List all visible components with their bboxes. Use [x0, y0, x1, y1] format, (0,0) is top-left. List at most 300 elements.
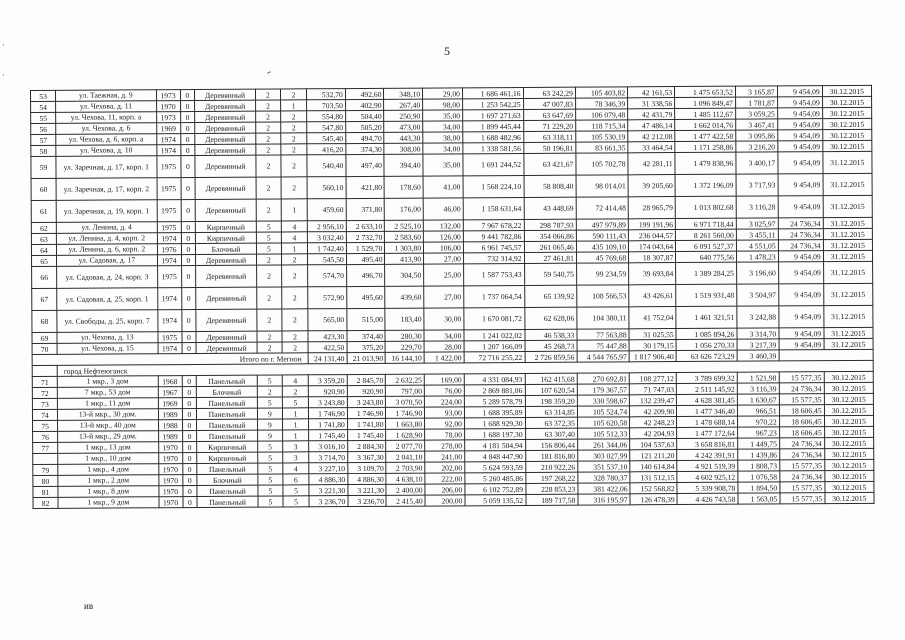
cell-budget-ao-share: 99 234,59 [576, 263, 628, 285]
cell-total-area: 3 359,20 [308, 375, 347, 386]
cell-address: 1 мкр., 3 дом [57, 376, 157, 388]
cell-owners-share: 1 478 688,14 [677, 416, 738, 427]
cell-limit-cost-per-sqm: 24 736,34 [778, 218, 823, 229]
cell-total-area: 545,50 [308, 254, 347, 265]
cell-fund-share: 197 268,22 [525, 472, 577, 483]
cell-local-budget-share: 42 248,23 [630, 417, 677, 428]
cell-total-area: 703,50 [307, 100, 346, 111]
cell-floors: 5 [256, 221, 281, 232]
cell-residents: 41,00 [423, 176, 463, 198]
cell-owners-share: 1 477 172,64 [677, 427, 738, 438]
cell-year-reconstructed: 0 [181, 177, 196, 199]
cell-local-budget-share: 18 307,87 [629, 252, 676, 263]
cell-owners-share: 1 475 653,52 [675, 86, 736, 97]
cell-cost-per-sqm: 1 449,75 [737, 438, 779, 449]
cell-row-number: 61 [31, 200, 56, 222]
cell-total-area: 574,70 [308, 265, 347, 287]
cell-owners-share: 4 426 743,58 [677, 493, 738, 504]
cell-residential-area: 496,70 [346, 264, 385, 286]
subtotal-local-budget-share: 1 817 906,40 [629, 351, 676, 362]
cell-deadline: 31.12.2015 [823, 283, 872, 305]
cell-floors: 2 [256, 133, 281, 144]
cell-year-built: 1974 [156, 145, 180, 156]
cell-row-number: 69 [32, 332, 57, 343]
cell-floors: 2 [256, 122, 281, 133]
cell-year-reconstructed: 0 [182, 452, 197, 463]
cell-entrances: 1 [281, 243, 307, 254]
cell-fund-share: 45 268,73 [525, 340, 577, 351]
cell-residents: 38,00 [423, 132, 463, 143]
cell-deadline: 30.12.2015 [822, 118, 871, 129]
subtotal-residents: 1 422,00 [424, 352, 464, 363]
cell-year-built: 1975 [157, 200, 181, 222]
cell-private-area: 2 400,00 [386, 484, 425, 495]
cell-year-reconstructed: 0 [181, 287, 196, 309]
cell-row-number: 72 [32, 387, 57, 398]
cell-address: 13-й мкр., 40 дом [58, 420, 158, 432]
cell-row-number [33, 453, 58, 464]
cell-private-area: 1 303,80 [385, 242, 424, 253]
cell-owners-share: 640 775,56 [676, 251, 737, 262]
cell-address: 13-й мкр., 29 дом. [58, 431, 158, 443]
cell-deadline: 30.12.2015 [822, 140, 871, 151]
cell-year-reconstructed: 0 [181, 309, 196, 331]
cell-address: ул. Чехова, д. 13 [57, 332, 157, 344]
cell-year-built: 1974 [156, 134, 180, 145]
cell-wall-material: Деревянный [196, 309, 257, 331]
cell-residents: 29,00 [423, 88, 463, 99]
cell-fund-share: 181 816,80 [525, 450, 577, 461]
cell-residents: 98,00 [423, 99, 463, 110]
cell-private-area: 2 525,10 [385, 220, 424, 231]
cell-owners-share: 1 479 838,96 [675, 152, 736, 174]
cell-limit-cost-per-sqm: 24 736,34 [780, 471, 825, 482]
cell-local-budget-share: 31 338,56 [628, 98, 675, 109]
cell-address: ул. Ленина, д. 4, корп. 2 [56, 233, 156, 245]
cell-floors: 2 [255, 89, 280, 100]
cell-budget-ao-share: 105 524,74 [577, 406, 629, 417]
cell-total-area: 3 016,10 [309, 441, 348, 452]
cell-private-area: 178,60 [384, 176, 423, 198]
cell-limit-cost-per-sqm: 9 454,09 [777, 130, 822, 141]
cell-cost-per-sqm: 3 467,41 [736, 119, 778, 130]
city-header: город Нефтеюганск [57, 360, 873, 376]
cell-private-area: 3 070,50 [386, 396, 425, 407]
cell-fund-share: 63 372,35 [525, 417, 577, 428]
cell-residential-area: 371,80 [346, 198, 385, 220]
cell-private-area: 473,00 [384, 121, 423, 132]
cell-residents: 278,00 [425, 440, 465, 451]
cell-fund-share: 228 853,23 [525, 483, 577, 494]
cell-deadline: 31.12.2015 [823, 195, 872, 217]
cell-residential-area: 374,30 [346, 143, 385, 154]
cell-cost-per-sqm: 3 165,87 [735, 86, 777, 97]
cell-year-reconstructed: 0 [182, 331, 197, 342]
cell-cost-per-sqm: 4 551,05 [736, 240, 778, 251]
cell-entrances: 1 [282, 419, 308, 430]
cell-owners-share: 6 971 718,44 [675, 218, 736, 229]
cell-private-area: 2 415,40 [386, 495, 425, 506]
cell-residential-area: 374,40 [347, 330, 386, 341]
cell-row-number: 56 [31, 123, 56, 134]
cell-wall-material: Блочный [197, 386, 258, 397]
cell-limit-cost-per-sqm: 24 736,34 [778, 240, 823, 251]
cell-residents: 106,00 [424, 242, 464, 253]
cell-wall-material: Панельный [197, 463, 258, 474]
cell-floors: 2 [256, 199, 281, 221]
subtotal-budget-ao-share: 4 544 765,97 [577, 351, 629, 362]
cell-total-area: 416,20 [307, 144, 346, 155]
cell-row-number: 68 [32, 310, 57, 332]
cell-private-area: 348,10 [384, 88, 423, 99]
cell-local-budget-share: 31 025,55 [629, 329, 676, 340]
cell-row-number: 74 [32, 409, 57, 420]
cell-total-area: 3 032,40 [307, 232, 346, 243]
cell-limit-cost-per-sqm: 24 736,34 [779, 438, 824, 449]
cell-residents: 28,00 [424, 341, 464, 352]
cell-fund-share: 63 318,11 [523, 131, 575, 142]
cell-fund-share: 156 806,44 [525, 439, 577, 450]
cell-deadline: 31.12.2015 [824, 338, 873, 349]
cell-cost-per-sqm: 967,23 [737, 427, 779, 438]
cell-cost-per-sqm: 1 439,86 [738, 449, 780, 460]
cell-limit-cost-per-sqm: 24 736,34 [779, 383, 824, 394]
cell-owners-share: 1 389 284,25 [676, 262, 737, 284]
cell-residential-area: 2 845,70 [347, 374, 386, 385]
cell-entrances: 2 [281, 122, 307, 133]
cell-budget-ao-share: 316 195,97 [578, 494, 630, 505]
cell-total-cost: 4 181 504,94 [465, 439, 526, 450]
cell-year-built: 1969 [156, 123, 180, 134]
cell-wall-material: Панельный [197, 408, 258, 419]
cell-residential-area: 505,20 [345, 121, 384, 132]
cell-fund-share: 189 717,58 [526, 494, 578, 505]
cell-row-number: 59 [31, 156, 56, 178]
cell-year-reconstructed: 0 [182, 419, 197, 430]
cell-private-area: 2 703,90 [386, 462, 425, 473]
cell-total-cost: 6 102 752,89 [465, 483, 526, 494]
cell-address: 1 мкр., 2 дом [58, 475, 158, 487]
cell-year-reconstructed: 0 [180, 122, 195, 133]
cell-address: ул. Заречная, д. 17, корп. 2 [56, 178, 157, 201]
cell-fund-share: 107 620,54 [525, 384, 577, 395]
cell-total-cost: 5 059 135,52 [465, 494, 526, 505]
cell-local-budget-share: 42 431,79 [628, 109, 675, 120]
cell-total-cost: 7 967 678,22 [463, 219, 524, 230]
cell-address: 1 мкр., 9 дом [58, 497, 158, 509]
cell-fund-share: 162 415,68 [525, 373, 577, 384]
cell-owners-share: 1 477 422,58 [675, 130, 736, 141]
cell-total-cost: 1 691 244,52 [463, 153, 524, 175]
cell-address: 7 мкр., 53 дом [57, 387, 157, 399]
cell-deadline: 30.12.2015 [824, 393, 873, 404]
subtotal-empty [779, 349, 873, 361]
cell-budget-ao-share: 435 109,10 [576, 241, 628, 252]
cell-budget-ao-share: 105 403,82 [575, 87, 627, 98]
cell-entrances: 2 [281, 254, 307, 265]
cell-address: 1 мкр., 11 дом [57, 398, 157, 410]
cell-budget-ao-share: 106 079,48 [575, 109, 627, 120]
cell-residential-area: 2 633,10 [346, 220, 385, 231]
cell-private-area: 308,00 [384, 143, 423, 154]
cell-row-number: 57 [31, 134, 56, 145]
page-number: 5 [444, 44, 450, 58]
cell-private-area: 1 663,80 [386, 418, 425, 429]
cell-cost-per-sqm: 1 630,67 [737, 394, 779, 405]
cell-year-reconstructed: 0 [182, 342, 197, 353]
cell-cost-per-sqm: 3 242,88 [737, 306, 779, 328]
cell-year-built: 1970 [158, 453, 182, 464]
cell-address: 13-й мкр., 30 дом. [58, 409, 158, 421]
cell-owners-share: 1 485 112,67 [675, 108, 736, 119]
cell-wall-material: Деревянный [195, 177, 256, 199]
cell-deadline: 30.12.2015 [822, 85, 871, 96]
cell-owners-share: 1 085 894,26 [676, 328, 737, 339]
cell-deadline: 30.12.2015 [825, 492, 874, 503]
cell-row-number: 55 [31, 112, 56, 123]
cell-limit-cost-per-sqm: 15 577,35 [779, 372, 824, 383]
cell-budget-ao-share: 45 769,68 [576, 252, 628, 263]
cell-residential-area: 402,90 [345, 99, 384, 110]
cell-total-area: 3 243,80 [308, 397, 347, 408]
cell-total-cost: 4 331 084,93 [464, 373, 525, 384]
cell-row-number: 73 [32, 398, 57, 409]
cell-year-built: 1974 [157, 310, 181, 332]
cell-entrances: 2 [282, 386, 308, 397]
cell-residential-area: 497,40 [346, 154, 385, 176]
cell-private-area: 183,40 [385, 308, 424, 330]
cell-private-area: 1 746,90 [386, 407, 425, 418]
cell-deadline: 30.12.2015 [825, 481, 874, 492]
cell-fund-share: 63 421,67 [523, 153, 575, 175]
cell-wall-material: Деревянный [195, 100, 256, 111]
cell-residents: 27,00 [424, 286, 464, 308]
cell-wall-material: Панельный [197, 419, 258, 430]
cell-total-area: 1 742,40 [308, 243, 347, 254]
cell-floors: 5 [258, 452, 283, 463]
cell-cost-per-sqm: 1 521,98 [737, 372, 779, 383]
cell-cost-per-sqm: 3 196,60 [736, 262, 778, 284]
cell-budget-ao-share: 261 344,06 [577, 439, 629, 450]
cell-residential-area: 1 745,40 [347, 429, 386, 440]
cell-owners-share: 1 171 258,86 [675, 141, 736, 152]
cell-deadline: 30.12.2015 [824, 415, 873, 426]
cell-wall-material: Панельный [197, 397, 258, 408]
cell-year-reconstructed: 0 [181, 221, 196, 232]
cell-local-budget-share: 42 209,90 [630, 406, 677, 417]
cell-private-area: 4 638,10 [386, 473, 425, 484]
cell-wall-material: Деревянный [196, 287, 257, 309]
cell-owners-share: 3 789 699,32 [676, 372, 737, 383]
cell-year-reconstructed: 0 [180, 111, 195, 122]
cell-year-reconstructed: 0 [180, 89, 195, 100]
cell-entrances: 2 [282, 309, 308, 331]
cell-address: ул. Таежная, д. 9 [56, 90, 156, 102]
cell-deadline: 30.12.2015 [824, 470, 873, 481]
cell-year-built: 1974 [158, 343, 182, 354]
cell-entrances: 4 [281, 232, 307, 243]
cell-local-budget-share: 131 512,15 [630, 472, 677, 483]
cell-budget-ao-share: 105 702,78 [576, 153, 628, 175]
cell-floors: 5 [257, 397, 282, 408]
cell-residents: 30,00 [424, 308, 464, 330]
cell-floors: 5 [258, 474, 283, 485]
cell-owners-share: 1 013 802,68 [675, 196, 736, 218]
cell-address: ул. Садовая, д. 17 [57, 255, 157, 267]
cell-cost-per-sqm: 3 217,39 [737, 339, 779, 350]
cell-owners-share: 1 056 270,33 [676, 339, 737, 350]
cell-address: ул. Заречная, д. 19, корп. 1 [56, 200, 157, 223]
cell-total-cost: 1 568 224,10 [463, 175, 524, 197]
cell-address: ул. Чехова, д. 10 [56, 145, 156, 157]
cell-total-cost: 1 207 166,09 [464, 340, 525, 351]
cell-total-area: 3 714,70 [309, 452, 348, 463]
cell-wall-material: Деревянный [195, 155, 256, 177]
cell-local-budget-share: 132 239,47 [629, 395, 676, 406]
cell-year-reconstructed: 0 [181, 254, 196, 265]
cell-residential-area: 1 746,90 [347, 407, 386, 418]
cell-address: 1 мкр., 13 дом [58, 442, 158, 454]
cell-budget-ao-share: 381 422,06 [578, 483, 630, 494]
cell-cost-per-sqm: 3 717,93 [736, 174, 778, 196]
cell-floors: 2 [257, 287, 282, 309]
cell-residential-area: 3 109,70 [348, 462, 387, 473]
cell-wall-material: Панельный [197, 485, 258, 496]
cell-local-budget-share: 121 211,20 [630, 450, 677, 461]
cell-entrances: 5 [283, 485, 309, 496]
cell-residents: 200,00 [425, 495, 465, 506]
cell-residents: 76,00 [424, 385, 464, 396]
cell-residential-area: 495,60 [346, 286, 385, 308]
cell-row-number: 63 [31, 233, 56, 244]
cell-total-area: 3 227,10 [309, 463, 348, 474]
cell-residential-area: 492,60 [345, 88, 384, 99]
cell-floors: 2 [256, 144, 281, 155]
cell-deadline: 30.12.2015 [824, 426, 873, 437]
footer-mark: ив [84, 601, 94, 611]
cell-floors: 2 [257, 309, 282, 331]
cell-limit-cost-per-sqm: 9 454,09 [778, 152, 823, 174]
cell-local-budget-share: 104 537,63 [630, 439, 677, 450]
cell-owners-share: 4 628 381,45 [677, 394, 738, 405]
cell-private-area: 1 628,90 [386, 429, 425, 440]
cell-fund-share: 63 242,29 [523, 87, 575, 98]
cell-fund-share: 46 538,33 [525, 329, 577, 340]
cell-wall-material: Кирпичный [197, 441, 258, 452]
cell-limit-cost-per-sqm: 9 454,09 [778, 174, 823, 196]
cell-floors: 2 [256, 155, 281, 177]
cell-total-area: 422,50 [308, 342, 347, 353]
cell-address: ул. Чехова, д. 15 [57, 343, 157, 355]
cell-limit-cost-per-sqm: 18 606,45 [779, 427, 824, 438]
cell-total-cost: 1 697 271,63 [463, 109, 524, 120]
cell-limit-cost-per-sqm: 9 454,09 [777, 97, 822, 108]
cell-limit-cost-per-sqm: 9 454,09 [778, 251, 823, 262]
cell-total-area: 547,80 [307, 122, 346, 133]
cell-entrances: 2 [281, 133, 307, 144]
cell-fund-share: 59 540,75 [524, 263, 576, 285]
cell-year-reconstructed: 0 [182, 441, 197, 452]
cell-owners-share: 1 372 196,09 [675, 174, 736, 196]
cell-cost-per-sqm: 3 400,17 [736, 152, 778, 174]
cell-fund-share: 63 314,85 [525, 406, 577, 417]
cell-year-reconstructed: 0 [182, 408, 197, 419]
cell-cost-per-sqm: 1 076,58 [738, 471, 780, 482]
cell-local-budget-share: 140 614,84 [630, 461, 677, 472]
cell-residents: 25,00 [424, 264, 464, 286]
cell-year-built: 1970 [158, 497, 182, 508]
housing-registry-table [30, 85, 875, 509]
cell-residents: 34,00 [424, 330, 464, 341]
cell-entrances: 2 [282, 331, 308, 342]
cell-owners-share: 3 658 816,81 [677, 438, 738, 449]
cell-residential-area: 3 221,30 [348, 484, 387, 495]
cell-budget-ao-share: 303 027,99 [578, 450, 630, 461]
cell-entrances: 3 [283, 441, 309, 452]
subtotal-label: Итого по г. Мегион [32, 353, 308, 366]
cell-floors: 2 [256, 177, 281, 199]
cell-limit-cost-per-sqm: 15 577,35 [779, 460, 824, 471]
cell-local-budget-share: 42 281,11 [628, 153, 675, 175]
cell-entrances: 2 [281, 177, 307, 199]
cell-year-built: 1974 [157, 233, 181, 244]
cell-owners-share: 2 511 145,92 [676, 383, 737, 394]
cell-residential-area: 3 367,30 [347, 451, 386, 462]
cell-year-built: 1975 [157, 222, 181, 233]
cell-address: ул. Садовая, д. 25, корп. 1 [57, 288, 158, 311]
cell-floors: 2 [257, 386, 282, 397]
cell-residential-area: 375,20 [347, 341, 386, 352]
cell-wall-material: Панельный [196, 375, 257, 386]
cell-deadline: 30.12.2015 [824, 404, 873, 415]
cell-floors: 2 [256, 254, 281, 265]
cell-entrances: 1 [281, 199, 307, 221]
cell-year-built: 1973 [156, 112, 180, 123]
cell-entrances: 5 [283, 496, 309, 507]
cell-cost-per-sqm: 1 894,50 [738, 482, 780, 493]
city-header-spacer [32, 365, 57, 376]
cell-deadline: 31.12.2015 [823, 250, 872, 261]
cell-budget-ao-share: 328 780,37 [578, 472, 630, 483]
cell-total-area: 4 886,30 [309, 474, 348, 485]
cell-year-reconstructed: 0 [181, 199, 196, 221]
cell-row-number: 58 [31, 145, 56, 156]
cell-entrances: 2 [282, 342, 308, 353]
scan-mark: · [2, 70, 5, 80]
cell-row-number: 80 [33, 475, 58, 486]
cell-owners-share: 5 339 908,78 [677, 482, 738, 493]
cell-row-number: 82 [33, 497, 58, 508]
cell-year-built: 1970 [158, 464, 182, 475]
cell-year-built: 1974 [157, 255, 181, 266]
cell-residents: 93,00 [425, 407, 465, 418]
cell-limit-cost-per-sqm: 9 454,09 [777, 119, 822, 130]
cell-limit-cost-per-sqm: 15 577,35 [780, 482, 825, 493]
cell-row-number: 79 [33, 464, 58, 475]
cell-wall-material: Панельный [197, 496, 258, 507]
cell-floors: 5 [258, 485, 283, 496]
cell-total-cost: 1 338 581,56 [463, 142, 524, 153]
cell-limit-cost-per-sqm: 9 454,09 [777, 86, 822, 97]
cell-entrances: 2 [281, 111, 307, 122]
cell-wall-material: Деревянный [195, 133, 256, 144]
cell-budget-ao-share: 118 715,34 [576, 120, 628, 131]
cell-wall-material: Деревянный [195, 144, 256, 155]
cell-limit-cost-per-sqm: 9 454,09 [779, 306, 824, 328]
cell-total-area: 540,40 [307, 155, 346, 177]
cell-residential-area: 4 886,30 [348, 473, 387, 484]
cell-fund-share: 58 808,40 [524, 175, 576, 197]
